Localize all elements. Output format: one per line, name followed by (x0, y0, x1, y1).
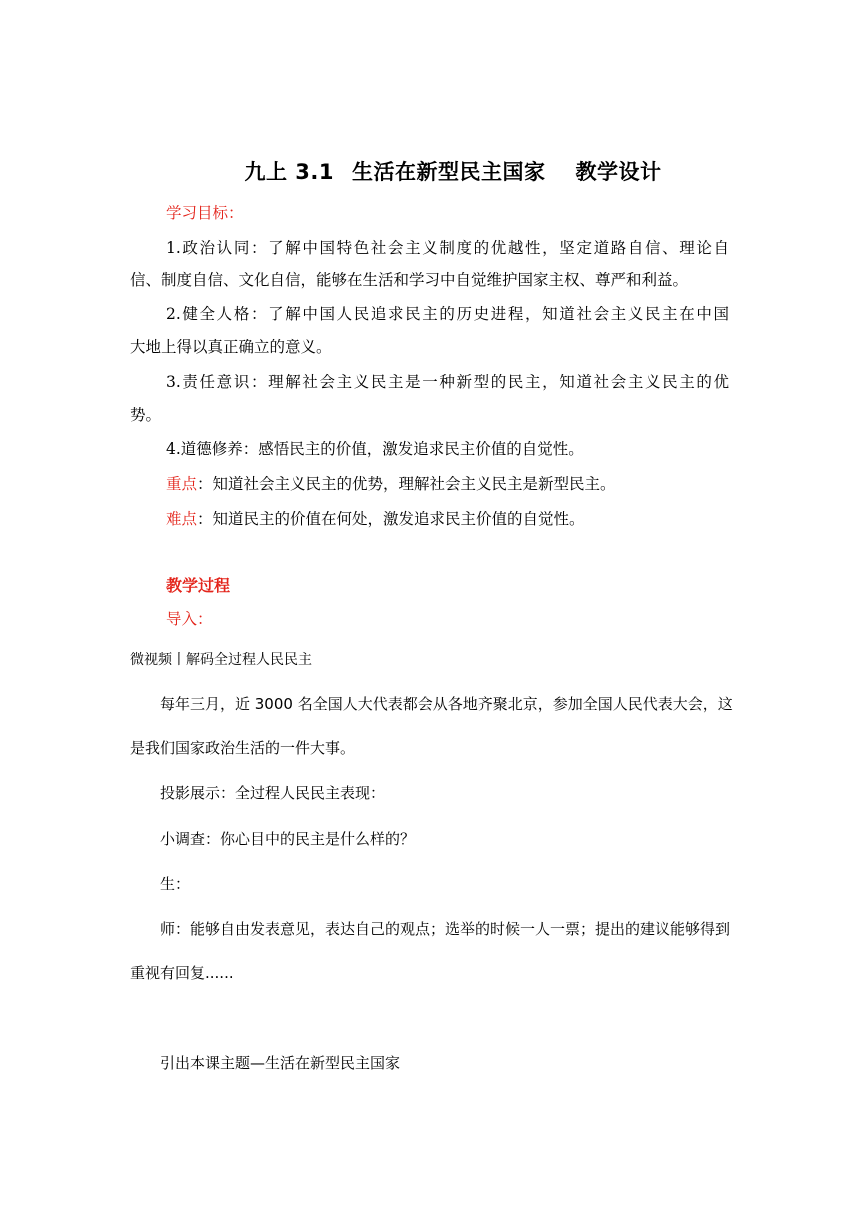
difficult-point-text: ：知道民主的价值在何处，激发追求民主价值的自觉性。 (197, 510, 585, 528)
projection-line: 投影展示：全过程人民民主表现： (160, 784, 386, 802)
objective-3-line-1: 3.责任意识：理解社会主义民主是一种新型的民主，知道社会主义民主的优 (166, 373, 729, 391)
objective-2-line-1: 2.健全人格：了解中国人民追求民主的历史进程，知道社会主义民主在中国 (166, 305, 729, 323)
key-point-label: 重点 (166, 475, 198, 493)
objective-4: 4.道德修养：感悟民主的价值，激发追求民主价值的自觉性。 (166, 440, 584, 458)
objective-1-line-1: 1.政治认同：了解中国特色社会主义制度的优越性，坚定道路自信、理论自 (166, 239, 729, 257)
objective-1-line-2: 信、制度自信、文化自信，能够在生活和学习中自觉维护国家主权、尊严和利益。 (130, 271, 689, 289)
difficult-point-label: 难点 (166, 510, 198, 528)
title-grade: 九上 3.1 (244, 160, 334, 184)
intro-heading: 导入： (166, 610, 213, 628)
key-point (166, 472, 616, 494)
student-response: 生： (160, 875, 191, 893)
process-heading: 教学过程 (166, 576, 231, 595)
title-lesson: 生活在新型民主国家 (352, 160, 546, 184)
key-point-text: ：知道社会主义民主的优势，理解社会主义民主是新型民主。 (197, 475, 616, 493)
survey-question: 小调查：你心目中的民主是什么样的？ (160, 830, 416, 848)
objectives-heading: 学习目标： (166, 204, 244, 222)
paragraph-1-line-1: 每年三月，近 3000 名全国人大代表都会从各地齐聚北京，参加全国人民代表大会，这 (160, 695, 733, 713)
objective-3-line-2: 势。 (130, 406, 162, 424)
title-suffix: 教学设计 (575, 160, 662, 184)
teacher-line-2: 重视有回复...... (130, 964, 234, 982)
paragraph-1-line-2: 是我们国家政治生活的一件大事。 (130, 739, 356, 757)
teacher-line-1: 师：能够自由发表意见，表达自己的观点；选举的时候一人一票；提出的建议能够得到 (160, 920, 731, 938)
video-title: 微视频丨解码全过程人民民主 (130, 652, 312, 668)
difficult-point (166, 507, 585, 529)
objective-2-line-2: 大地上得以真正确立的意义。 (130, 338, 332, 356)
lesson-topic: 引出本课主题—生活在新型民主国家 (160, 1054, 401, 1072)
document-title (0, 156, 860, 186)
